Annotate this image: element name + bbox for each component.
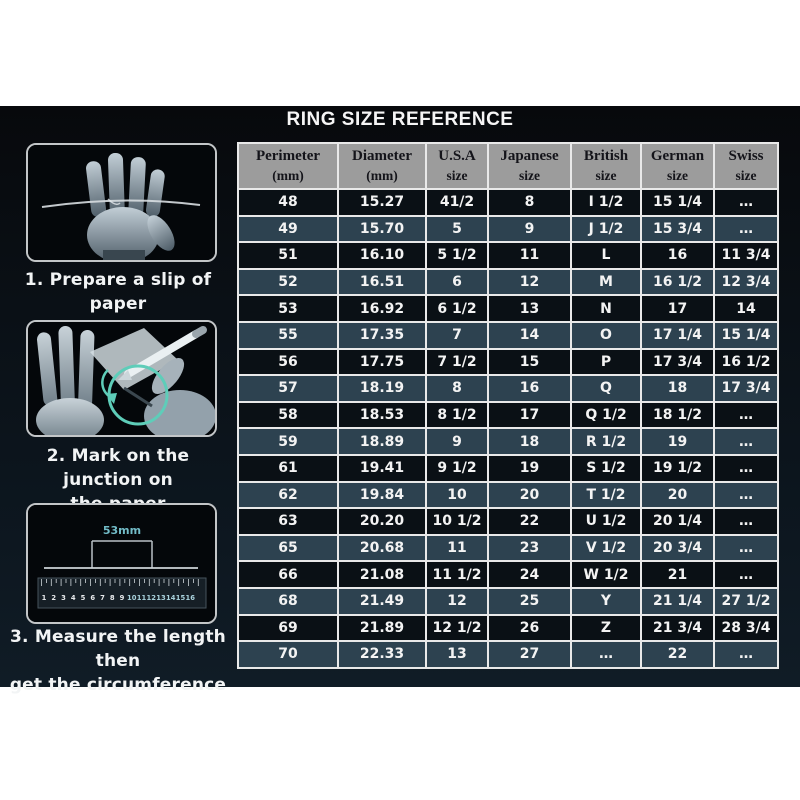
table-cell: 8 [488, 189, 571, 216]
table-cell: 19.41 [338, 455, 426, 482]
table-cell: 18.89 [338, 428, 426, 455]
table-cell: 7 1/2 [426, 349, 488, 376]
ruler-number: 7 [100, 594, 105, 602]
table-cell: S 1/2 [571, 455, 641, 482]
table-cell: 15 [488, 349, 571, 376]
step1-caption-line1: 1. Prepare a slip of paper [24, 270, 212, 314]
table-cell: 62 [238, 482, 338, 509]
table-cell: 41/2 [426, 189, 488, 216]
table-row [238, 561, 778, 588]
page-title: RING SIZE REFERENCE [286, 109, 514, 130]
table-cell: 8 1/2 [426, 402, 488, 429]
table-cell: … [714, 189, 778, 216]
table-cell: O [571, 322, 641, 349]
table-cell: 51 [238, 242, 338, 269]
table-cell: … [714, 535, 778, 562]
table-cell: 20 3/4 [641, 535, 714, 562]
table-cell: 14 [714, 295, 778, 322]
table-cell: 49 [238, 216, 338, 243]
table-cell: 57 [238, 375, 338, 402]
table-cell: 8 [426, 375, 488, 402]
table-cell: 21 [641, 561, 714, 588]
table-cell: 15 1/4 [641, 189, 714, 216]
table-cell: 18 [488, 428, 571, 455]
ring-size-reference-panel [0, 106, 800, 695]
table-row [238, 269, 778, 296]
table-cell: 16.10 [338, 242, 426, 269]
table-row [238, 189, 778, 216]
table-cell: 53 [238, 295, 338, 322]
ruler-measuring-illustration [28, 505, 215, 622]
table-cell: 17 [488, 402, 571, 429]
table-cell: 26 [488, 615, 571, 642]
table-row [238, 535, 778, 562]
table-cell: … [714, 641, 778, 668]
table-body [238, 189, 778, 668]
ruler-number: 1 [41, 594, 47, 602]
table-cell: M [571, 269, 641, 296]
table-cell: 58 [238, 402, 338, 429]
table-cell: 19 1/2 [641, 455, 714, 482]
table-cell: 17 3/4 [714, 375, 778, 402]
column-header: Diameter (mm) [338, 143, 426, 189]
table-row [238, 588, 778, 615]
table-cell: 52 [238, 269, 338, 296]
table-cell: 27 1/2 [714, 588, 778, 615]
table-cell: 9 [488, 216, 571, 243]
table-row [238, 402, 778, 429]
table-cell: 11 [426, 535, 488, 562]
table-cell: 17 1/4 [641, 322, 714, 349]
table-cell: 16.51 [338, 269, 426, 296]
table-cell: Y [571, 588, 641, 615]
table-cell: 66 [238, 561, 338, 588]
table-cell: L [571, 242, 641, 269]
table-cell: 12 [426, 588, 488, 615]
table-cell: 6 [426, 269, 488, 296]
table-row [238, 295, 778, 322]
table-cell: 63 [238, 508, 338, 535]
table-cell: R 1/2 [571, 428, 641, 455]
hand-with-paper-slip-illustration [28, 145, 215, 260]
table-cell: 20.20 [338, 508, 426, 535]
table-cell: 12 [488, 269, 571, 296]
table-row [238, 428, 778, 455]
table-cell: N [571, 295, 641, 322]
table-cell: 27 [488, 641, 571, 668]
step2-photo [26, 320, 217, 437]
table-cell: … [714, 428, 778, 455]
table-cell: 17 3/4 [641, 349, 714, 376]
table-cell: 15 1/4 [714, 322, 778, 349]
table-row [238, 375, 778, 402]
table-cell: 11 1/2 [426, 561, 488, 588]
ruler-number: 9 [119, 594, 125, 602]
table-cell: 20 [488, 482, 571, 509]
ruler-number: 6 [90, 594, 96, 602]
step2-caption-line1: 2. Mark on the junction on [46, 446, 190, 490]
ruler-number: 10 [127, 594, 137, 602]
table-cell: 23 [488, 535, 571, 562]
table-cell: … [571, 641, 641, 668]
table-cell: J 1/2 [571, 216, 641, 243]
table-cell: 70 [238, 641, 338, 668]
table-cell: 17.35 [338, 322, 426, 349]
table-cell: W 1/2 [571, 561, 641, 588]
table-cell: 18.19 [338, 375, 426, 402]
ruler-number: 2 [51, 594, 57, 602]
table-cell: 69 [238, 615, 338, 642]
table-cell: … [714, 482, 778, 509]
ring-size-table [237, 142, 779, 669]
table-cell: 10 [426, 482, 488, 509]
table-cell: I 1/2 [571, 189, 641, 216]
table-cell: Z [571, 615, 641, 642]
table-cell: … [714, 508, 778, 535]
ruler-number: 4 [70, 594, 76, 602]
table-cell: 17 [641, 295, 714, 322]
table-cell: 48 [238, 189, 338, 216]
column-header: U.S.A size [426, 143, 488, 189]
step3-caption [8, 625, 228, 697]
column-header: German size [641, 143, 714, 189]
ruler-measurement-label: 53mm [102, 524, 142, 537]
table-cell: Q [571, 375, 641, 402]
table-cell: 28 3/4 [714, 615, 778, 642]
table-cell: P [571, 349, 641, 376]
table-row [238, 482, 778, 509]
table-cell: 21.49 [338, 588, 426, 615]
step1-photo [26, 143, 217, 262]
table-cell: 7 [426, 322, 488, 349]
table-cell: … [714, 402, 778, 429]
table-cell: 17.75 [338, 349, 426, 376]
table-cell: 13 [488, 295, 571, 322]
table-cell: 61 [238, 455, 338, 482]
ruler-bar [38, 578, 206, 608]
step3-photo [26, 503, 217, 624]
table-row [238, 349, 778, 376]
table-cell: 65 [238, 535, 338, 562]
table-row [238, 641, 778, 668]
column-header: Swiss size [714, 143, 778, 189]
table-cell: 59 [238, 428, 338, 455]
table-cell: … [714, 561, 778, 588]
table-cell: 25 [488, 588, 571, 615]
table-header-row [238, 143, 778, 189]
ruler-number: 3 [61, 594, 66, 602]
table-cell: 19.84 [338, 482, 426, 509]
table-cell: 22 [641, 641, 714, 668]
table-cell: 18 [641, 375, 714, 402]
table-cell: 12 1/2 [426, 615, 488, 642]
table-row [238, 508, 778, 535]
table-cell: 15.27 [338, 189, 426, 216]
pen-marking-junction-illustration [28, 322, 215, 435]
table-cell: 15 3/4 [641, 216, 714, 243]
table-cell: 15.70 [338, 216, 426, 243]
table-cell: 68 [238, 588, 338, 615]
table-cell: 16.92 [338, 295, 426, 322]
table-cell: 21 1/4 [641, 588, 714, 615]
table-row [238, 615, 778, 642]
table-cell: 20 [641, 482, 714, 509]
table-cell: 16 [641, 242, 714, 269]
table-cell: T 1/2 [571, 482, 641, 509]
table-cell: 20 1/4 [641, 508, 714, 535]
table-cell: 12 3/4 [714, 269, 778, 296]
table-cell: 16 [488, 375, 571, 402]
table-cell: Q 1/2 [571, 402, 641, 429]
table-cell: … [714, 216, 778, 243]
table-cell: … [714, 455, 778, 482]
column-header: Perimeter (mm) [238, 143, 338, 189]
table-cell: 5 [426, 216, 488, 243]
ruler-number: 12 [146, 594, 156, 602]
step3-caption-line1: 3. Measure the length then [10, 627, 226, 671]
table-cell: 24 [488, 561, 571, 588]
table-cell: 11 3/4 [714, 242, 778, 269]
column-header: Japanese size [488, 143, 571, 189]
table-cell: U 1/2 [571, 508, 641, 535]
ruler-number: 13 [156, 594, 166, 602]
table-cell: 10 1/2 [426, 508, 488, 535]
table-cell: 21.89 [338, 615, 426, 642]
table-cell: 16 1/2 [714, 349, 778, 376]
ruler-number: 15 [175, 594, 186, 602]
ruler-number: 16 [185, 594, 195, 602]
table-row [238, 455, 778, 482]
table-cell: 14 [488, 322, 571, 349]
table-cell: 9 1/2 [426, 455, 488, 482]
ruler-number: 5 [80, 594, 86, 602]
column-header: British size [571, 143, 641, 189]
ruler-number: 11 [136, 594, 147, 602]
ruler-number: 14 [166, 594, 176, 602]
table-cell: 21 3/4 [641, 615, 714, 642]
table-row [238, 322, 778, 349]
table-cell: 55 [238, 322, 338, 349]
table-cell: 5 1/2 [426, 242, 488, 269]
table-cell: 22.33 [338, 641, 426, 668]
step3-caption-line2: get the circumference [9, 675, 227, 695]
table-cell: 18 1/2 [641, 402, 714, 429]
table-cell: 19 [641, 428, 714, 455]
table-cell: 20.68 [338, 535, 426, 562]
table-cell: 11 [488, 242, 571, 269]
table-cell: 16 1/2 [641, 269, 714, 296]
table-cell: 6 1/2 [426, 295, 488, 322]
table-cell: 18.53 [338, 402, 426, 429]
table-cell: 13 [426, 641, 488, 668]
table-cell: 21.08 [338, 561, 426, 588]
table-cell: 9 [426, 428, 488, 455]
table-row [238, 242, 778, 269]
table-row [238, 216, 778, 243]
table-cell: 19 [488, 455, 571, 482]
ruler-number: 8 [109, 594, 115, 602]
table-cell: 22 [488, 508, 571, 535]
table-cell: 56 [238, 349, 338, 376]
table-cell: V 1/2 [571, 535, 641, 562]
